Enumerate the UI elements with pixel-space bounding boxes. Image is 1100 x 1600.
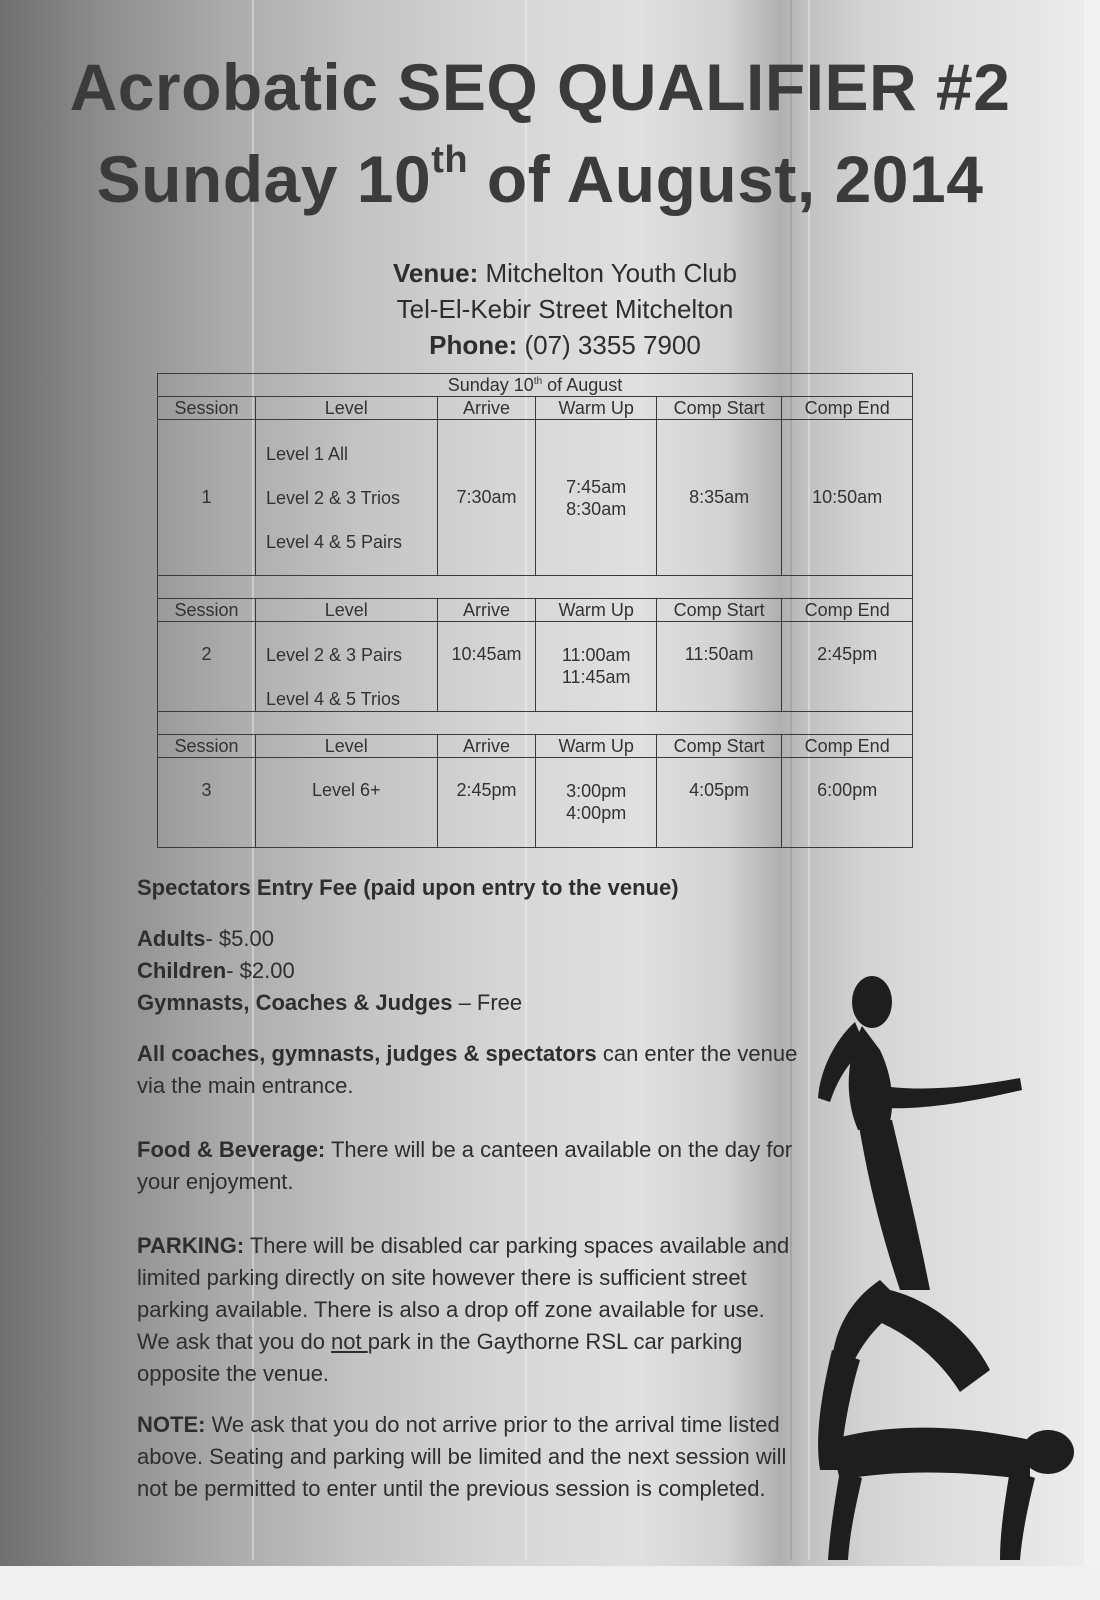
session-number: 2 — [158, 622, 256, 712]
comp-end-time: 6:00pm — [782, 758, 913, 848]
comp-start-time: 4:05pm — [656, 758, 781, 848]
arrive-time: 10:45am — [437, 622, 536, 712]
column-header: Arrive — [437, 599, 536, 622]
middle-torso — [875, 1290, 990, 1392]
column-header: Warm Up — [536, 599, 656, 622]
level-item: Level 4 & 5 Pairs — [265, 531, 403, 552]
warmup-time: 11:00am — [561, 645, 631, 665]
comp-end-time: 10:50am — [782, 420, 913, 576]
flyer-support-leg — [858, 1120, 930, 1290]
arrive-time: 2:45pm — [437, 758, 536, 848]
flyer-leg — [875, 1078, 1022, 1108]
column-header: Level — [255, 735, 437, 758]
warmup-time: 8:30am — [566, 498, 627, 519]
level-item: Level 2 & 3 Trios — [265, 487, 401, 508]
parking-info: PARKING: There will be disabled car parking spaces available and limited parking directly on site however there is sufficient street parking available. There is also a drop off zone available for use. We ask that you do not park in the Gaythorne RSL car parking opposite the venue. — [137, 1233, 790, 1386]
base-leg — [828, 1470, 862, 1560]
session-number: 3 — [158, 758, 256, 848]
venue-phone: Phone: (07) 3355 7900 — [429, 330, 701, 360]
venue-street: Tel-El-Kebir Street Mitchelton — [396, 294, 734, 324]
column-header: Warm Up — [536, 735, 656, 758]
level-item: Level 1 All — [265, 443, 348, 464]
caption-sup: th — [533, 375, 543, 387]
column-header: Comp End — [782, 599, 913, 622]
comp-start-time: 8:35am — [656, 420, 781, 576]
column-header: Level — [255, 397, 437, 420]
column-header: Comp End — [782, 397, 913, 420]
column-header: Warm Up — [536, 397, 656, 420]
warmup-time: 4:00pm — [566, 803, 627, 823]
column-header: Comp Start — [656, 735, 781, 758]
venue-line: Venue: Mitchelton Youth Club — [393, 258, 737, 288]
arrive-time: 7:30am — [437, 420, 536, 576]
level-item: Level 2 & 3 Pairs — [265, 645, 403, 665]
comp-start-time: 11:50am — [656, 622, 781, 712]
warmup-time: 3:00pm — [566, 781, 627, 801]
column-header: Comp Start — [656, 397, 781, 420]
warmup-time: 7:45am — [566, 476, 627, 497]
warmup-time: 11:45am — [561, 667, 631, 687]
caption-text: of August — [542, 374, 623, 395]
base-torso — [830, 1428, 1030, 1480]
caption-text: Sunday 10 — [447, 374, 534, 395]
fees-heading: Spectators Entry Fee (paid upon entry to the venue) — [137, 875, 679, 900]
column-header: Comp End — [782, 735, 913, 758]
fee-free: Gymnasts, Coaches & Judges – Free — [137, 990, 523, 1015]
entry-info: All coaches, gymnasts, judges & spectators can enter the venue via the main entrance. — [137, 1041, 798, 1098]
base-arm — [1000, 1470, 1035, 1560]
column-header: Session — [158, 735, 256, 758]
column-header: Arrive — [437, 397, 536, 420]
comp-end-time: 2:45pm — [782, 622, 913, 712]
fee-children: Children- $2.00 — [137, 958, 295, 983]
column-header: Session — [158, 397, 256, 420]
column-header: Arrive — [437, 735, 536, 758]
session-number: 1 — [158, 420, 256, 576]
level-item: Level 6+ — [311, 780, 381, 800]
event-title: Acrobatic SEQ QUALIFIER #2 — [69, 50, 1011, 124]
column-header: Comp Start — [656, 599, 781, 622]
flyer-head — [852, 976, 892, 1028]
food-info: Food & Beverage: There will be a canteen available on the day for your enjoyment. — [137, 1137, 793, 1194]
note-info: NOTE: We ask that you do not arrive prior to the arrival time listed above. Seating and parking will be limited and the next session will not be permitted to enter until the previous session is completed. — [137, 1412, 787, 1501]
event-date: Sunday 10th of August, 2014 — [96, 139, 984, 216]
level-item: Level 4 & 5 Trios — [265, 689, 401, 709]
column-header: Level — [255, 599, 437, 622]
column-header: Session — [158, 599, 256, 622]
fee-adults: Adults- $5.00 — [137, 926, 274, 951]
